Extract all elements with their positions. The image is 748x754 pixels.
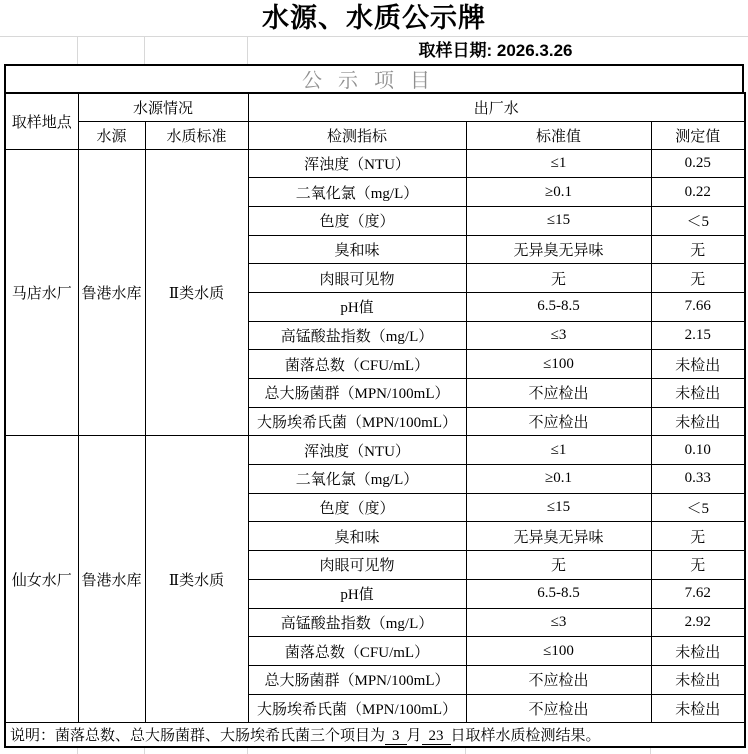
faint-gridline-vertical [247,748,248,754]
header-sampling-location: 取样地点 [5,93,78,149]
indicator-cell: 肉眼可见物 [248,551,466,580]
water-quality-table [4,92,746,748]
indicator-cell: 浑浊度（NTU） [248,149,466,178]
faint-gridline-vertical [650,748,651,754]
indicator-cell: 二氧化氯（mg/L） [248,178,466,207]
indicator-cell: 总大肠菌群（MPN/100mL） [248,665,466,694]
indicator-cell: pH值 [248,579,466,608]
measured-value-cell: 未检出 [651,379,745,408]
faint-gridline-vertical [77,748,78,754]
measured-value-cell: 无 [651,522,745,551]
standard-value-cell: ≤3 [466,321,651,350]
measured-value-cell: 2.15 [651,321,745,350]
faint-gridline-vertical [465,748,466,754]
indicator-cell: 菌落总数（CFU/mL） [248,350,466,379]
footnote-day-blank: 23 [422,728,451,745]
footnote-prefix: 说明：菌落总数、总大肠菌群、大肠埃希氏菌三个项目为 [10,728,386,744]
standard-value-cell: 不应检出 [466,407,651,436]
standard-value-cell: ≤15 [466,206,651,235]
table-row [5,436,745,465]
faint-gridline-vertical [77,37,78,64]
indicator-cell: 浑浊度（NTU） [248,436,466,465]
measured-value-cell: ＜5 [651,206,745,235]
standard-value-cell: ≥0.1 [466,465,651,494]
header-quality-standard: 水质标准 [145,121,248,149]
table-header-row-1 [5,93,745,121]
plant-name-cell: 仙女水厂 [5,436,78,723]
header-finished-water: 出厂水 [248,93,745,121]
standard-value-cell: 6.5-8.5 [466,292,651,321]
indicator-cell: 高锰酸盐指数（mg/L） [248,321,466,350]
notice-header-box [4,64,744,92]
header-measured-value: 测定值 [651,121,745,149]
indicator-cell: 菌落总数（CFU/mL） [248,637,466,666]
measured-value-cell: 7.66 [651,292,745,321]
standard-value-cell: ≤1 [466,436,651,465]
footnote-month-label: 月 [406,728,422,744]
measured-value-cell: 0.33 [651,465,745,494]
standard-value-cell: 不应检出 [466,379,651,408]
measured-value-cell: 未检出 [651,694,745,723]
standard-value-cell: 无异臭无异味 [466,235,651,264]
standard-value-cell: ≤100 [466,637,651,666]
notice-header-title: 公示项目 [302,70,446,92]
measured-value-cell: 7.62 [651,579,745,608]
indicator-cell: 臭和味 [248,235,466,264]
indicator-cell: 肉眼可见物 [248,264,466,293]
measured-value-cell: 未检出 [651,350,745,379]
indicator-cell: 高锰酸盐指数（mg/L） [248,608,466,637]
indicator-cell: pH值 [248,292,466,321]
indicator-cell: 大肠埃希氏菌（MPN/100mL） [248,694,466,723]
standard-value-cell: ≤1 [466,149,651,178]
header-source-situation: 水源情况 [78,93,248,121]
table-row [5,149,745,178]
faint-gridline-vertical [144,748,145,754]
standard-value-cell: 无 [466,264,651,293]
footnote-cell [5,723,745,747]
header-standard-value: 标准值 [466,121,651,149]
standard-value-cell: ≤3 [466,608,651,637]
quality-standard-cell: Ⅱ类水质 [145,149,248,436]
standard-value-cell: ≥0.1 [466,178,651,207]
measured-value-cell: 无 [651,264,745,293]
measured-value-cell: 0.10 [651,436,745,465]
standard-value-cell: 无异臭无异味 [466,522,651,551]
footnote-suffix: 日取样水质检测结果。 [450,728,601,744]
header-source: 水源 [78,121,145,149]
standard-value-cell: ≤100 [466,350,651,379]
measured-value-cell: 无 [651,235,745,264]
indicator-cell: 大肠埃希氏菌（MPN/100mL） [248,407,466,436]
standard-value-cell: 无 [466,551,651,580]
standard-value-cell: 不应检出 [466,694,651,723]
indicator-cell: 总大肠菌群（MPN/100mL） [248,379,466,408]
indicator-cell: 色度（度） [248,206,466,235]
sample-date-label: 取样日期: 2026.3.26 [418,41,573,60]
indicator-cell: 二氧化氯（mg/L） [248,465,466,494]
measured-value-cell: 无 [651,551,745,580]
page-title: 水源、水质公示牌 [262,3,486,33]
plant-name-cell: 马店水厂 [5,149,78,436]
indicator-cell: 臭和味 [248,522,466,551]
measured-value-cell: 2.92 [651,608,745,637]
header-indicator: 检测指标 [248,121,466,149]
measured-value-cell: 未检出 [651,407,745,436]
water-source-cell: 鲁港水库 [78,149,145,436]
footnote-row [5,723,745,747]
measured-value-cell: 0.25 [651,149,745,178]
measured-value-cell: ＜5 [651,493,745,522]
measured-value-cell: 0.22 [651,178,745,207]
standard-value-cell: ≤15 [466,493,651,522]
table-header-row-2 [5,121,745,149]
water-source-cell: 鲁港水库 [78,436,145,723]
standard-value-cell: 6.5-8.5 [466,579,651,608]
indicator-cell: 色度（度） [248,493,466,522]
standard-value-cell: 不应检出 [466,665,651,694]
faint-gridline-vertical [144,37,145,64]
quality-standard-cell: Ⅱ类水质 [145,436,248,723]
footnote-month-blank: 3 [385,728,407,745]
measured-value-cell: 未检出 [651,637,745,666]
measured-value-cell: 未检出 [651,665,745,694]
